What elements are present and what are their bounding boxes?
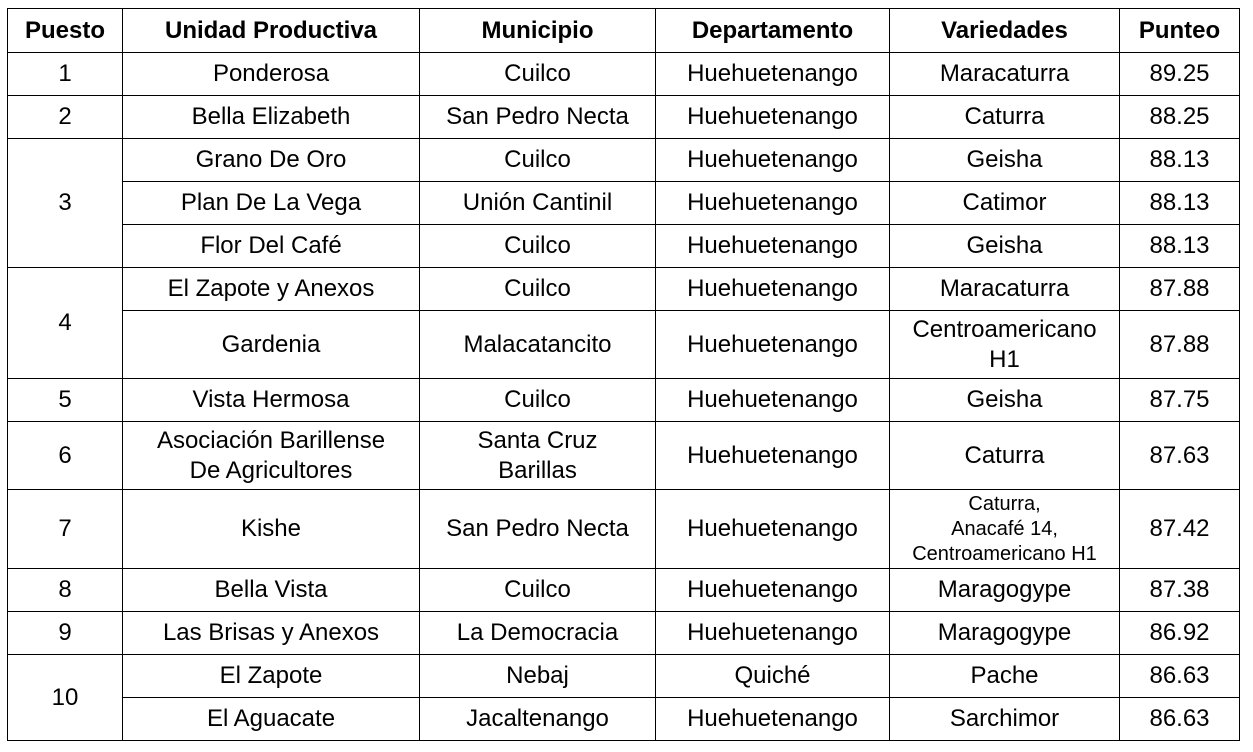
cell-line: Ponderosa: [212, 60, 330, 87]
cell-puesto: 10: [8, 655, 123, 741]
cell-variedades: [890, 655, 1120, 698]
cell-line: Cuilco: [504, 386, 571, 413]
table-row: [8, 569, 1240, 612]
table-row: [8, 490, 1240, 569]
cell-line: Caturra: [964, 441, 1045, 469]
cell-departamento: Huehuetenango: [656, 490, 890, 569]
cell-punteo: 89.25: [1120, 53, 1240, 96]
cell-departamento: Huehuetenango: [656, 422, 890, 490]
table-row: [8, 139, 1240, 182]
header-punteo: Punteo: [1120, 9, 1240, 53]
coffee-ranking-table: [7, 8, 1240, 741]
cell-line: Santa Cruz: [477, 426, 598, 454]
cell-variedades: [890, 569, 1120, 612]
cell-line: Geisha: [966, 146, 1043, 173]
cell-municipio: [420, 612, 656, 655]
cell-unidad-productiva: [123, 612, 420, 655]
header-variedades: Variedades: [890, 9, 1120, 53]
cell-punteo: 87.88: [1120, 268, 1240, 311]
cell-line: Maracaturra: [939, 275, 1070, 302]
cell-variedades: [890, 422, 1120, 490]
cell-unidad-productiva: [123, 422, 420, 490]
cell-municipio: [420, 96, 656, 139]
cell-variedades: [890, 698, 1120, 741]
cell-line: El Zapote y Anexos: [167, 275, 375, 302]
cell-puesto: 5: [8, 379, 123, 422]
cell-line: Pache: [970, 662, 1039, 689]
cell-line: Maragogype: [937, 619, 1072, 646]
cell-unidad-productiva: [123, 182, 420, 225]
cell-unidad-productiva: [123, 490, 420, 569]
cell-line: Plan De La Vega: [180, 189, 362, 216]
cell-municipio: [420, 422, 656, 490]
cell-municipio: [420, 655, 656, 698]
cell-line: Gardenia: [221, 330, 321, 358]
cell-municipio: [420, 490, 656, 569]
cell-variedades: [890, 268, 1120, 311]
cell-departamento: Huehuetenango: [656, 53, 890, 96]
cell-puesto: 7: [8, 490, 123, 569]
cell-punteo: 87.38: [1120, 569, 1240, 612]
cell-unidad-productiva: [123, 379, 420, 422]
cell-variedades: [890, 225, 1120, 268]
cell-punteo: 86.92: [1120, 612, 1240, 655]
header-municipio: Municipio: [420, 9, 656, 53]
cell-punteo: 88.13: [1120, 225, 1240, 268]
cell-departamento: Huehuetenango: [656, 612, 890, 655]
cell-municipio: [420, 311, 656, 379]
cell-punteo: 88.25: [1120, 96, 1240, 139]
header-row: [8, 9, 1240, 53]
table-row: [8, 698, 1240, 741]
cell-variedades: [890, 182, 1120, 225]
cell-departamento: Huehuetenango: [656, 698, 890, 741]
cell-line: Unión Cantinil: [462, 189, 613, 216]
cell-variedades: [890, 96, 1120, 139]
cell-line: Bella Vista: [214, 576, 328, 603]
cell-line: Cuilco: [504, 146, 571, 173]
cell-line: Barillas: [498, 456, 577, 484]
cell-puesto: 3: [8, 139, 123, 268]
cell-line: De Agricultores: [189, 456, 353, 484]
cell-puesto: 2: [8, 96, 123, 139]
cell-unidad-productiva: [123, 698, 420, 741]
table-row: [8, 53, 1240, 96]
cell-punteo: 86.63: [1120, 698, 1240, 741]
cell-punteo: 87.63: [1120, 422, 1240, 490]
cell-line: H1: [989, 345, 1020, 373]
cell-unidad-productiva: [123, 569, 420, 612]
table-row: [8, 225, 1240, 268]
cell-line: San Pedro Necta: [446, 103, 629, 130]
cell-line: Nebaj: [506, 662, 569, 689]
cell-puesto: 1: [8, 53, 123, 96]
cell-unidad-productiva: [123, 268, 420, 311]
cell-municipio: [420, 569, 656, 612]
cell-punteo: 88.13: [1120, 139, 1240, 182]
cell-line: Flor Del Café: [200, 232, 342, 259]
cell-line: Maragogype: [937, 576, 1072, 603]
cell-unidad-productiva: [123, 311, 420, 379]
table-row: [8, 379, 1240, 422]
cell-line: Catimor: [962, 189, 1047, 216]
cell-variedades: [890, 311, 1120, 379]
cell-punteo: 88.13: [1120, 182, 1240, 225]
cell-unidad-productiva: [123, 139, 420, 182]
cell-line: Kishe: [240, 515, 302, 542]
cell-line: Centroamericano: [912, 315, 1097, 343]
cell-punteo: 87.75: [1120, 379, 1240, 422]
cell-municipio: [420, 698, 656, 741]
header-departamento: Departamento: [656, 9, 890, 53]
cell-municipio: [420, 379, 656, 422]
cell-line: Sarchimor: [949, 705, 1060, 732]
cell-departamento: Huehuetenango: [656, 569, 890, 612]
header-unidad-productiva: Unidad Productiva: [123, 9, 420, 53]
cell-line: Bella Elizabeth: [191, 103, 351, 130]
cell-municipio: [420, 53, 656, 96]
cell-variedades: [890, 490, 1120, 569]
cell-departamento: Huehuetenango: [656, 139, 890, 182]
cell-line: San Pedro Necta: [446, 515, 629, 542]
cell-puesto: 8: [8, 569, 123, 612]
cell-variedades: [890, 139, 1120, 182]
cell-line: Grano De Oro: [195, 146, 347, 173]
cell-departamento: Huehuetenango: [656, 268, 890, 311]
cell-line: Cuilco: [504, 60, 571, 87]
cell-municipio: [420, 225, 656, 268]
cell-line: Vista Hermosa: [192, 386, 350, 413]
cell-departamento: Huehuetenango: [656, 225, 890, 268]
cell-punteo: 87.88: [1120, 311, 1240, 379]
cell-line: Caturra: [964, 103, 1045, 130]
cell-variedades: [890, 53, 1120, 96]
cell-punteo: 86.63: [1120, 655, 1240, 698]
cell-line: La Democracia: [456, 619, 619, 646]
cell-line: Centroamericano H1: [912, 542, 1097, 565]
cell-municipio: [420, 182, 656, 225]
results-table-container: [7, 8, 1239, 741]
cell-unidad-productiva: [123, 53, 420, 96]
cell-unidad-productiva: [123, 225, 420, 268]
table-row: [8, 182, 1240, 225]
cell-line: El Zapote: [219, 662, 323, 689]
cell-variedades: [890, 612, 1120, 655]
cell-line: Geisha: [966, 386, 1043, 413]
cell-departamento: Huehuetenango: [656, 182, 890, 225]
cell-line: Cuilco: [504, 576, 571, 603]
cell-line: Caturra,: [968, 492, 1041, 515]
cell-line: Cuilco: [504, 232, 571, 259]
cell-variedades: [890, 379, 1120, 422]
cell-line: Geisha: [966, 232, 1043, 259]
table-row: [8, 612, 1240, 655]
table-row: [8, 422, 1240, 490]
cell-departamento: Huehuetenango: [656, 96, 890, 139]
cell-puesto: 6: [8, 422, 123, 490]
cell-puesto: 9: [8, 612, 123, 655]
cell-puesto: 4: [8, 268, 123, 379]
cell-line: Las Brisas y Anexos: [162, 619, 380, 646]
table-row: [8, 96, 1240, 139]
cell-line: Maracaturra: [939, 60, 1070, 87]
cell-departamento: Huehuetenango: [656, 379, 890, 422]
cell-municipio: [420, 268, 656, 311]
table-row: [8, 311, 1240, 379]
header-puesto: Puesto: [8, 9, 123, 53]
cell-line: Asociación Barillense: [156, 426, 386, 454]
table-row: [8, 268, 1240, 311]
cell-unidad-productiva: [123, 96, 420, 139]
cell-line: Malacatancito: [463, 330, 612, 358]
cell-municipio: [420, 139, 656, 182]
cell-line: Cuilco: [504, 275, 571, 302]
cell-punteo: 87.42: [1120, 490, 1240, 569]
cell-unidad-productiva: [123, 655, 420, 698]
cell-line: El Aguacate: [206, 705, 336, 732]
cell-line: Anacafé 14,: [951, 517, 1058, 540]
table-row: [8, 655, 1240, 698]
cell-departamento: Huehuetenango: [656, 311, 890, 379]
cell-departamento: Quiché: [656, 655, 890, 698]
cell-line: Jacaltenango: [466, 705, 609, 732]
table-body: [8, 53, 1240, 741]
